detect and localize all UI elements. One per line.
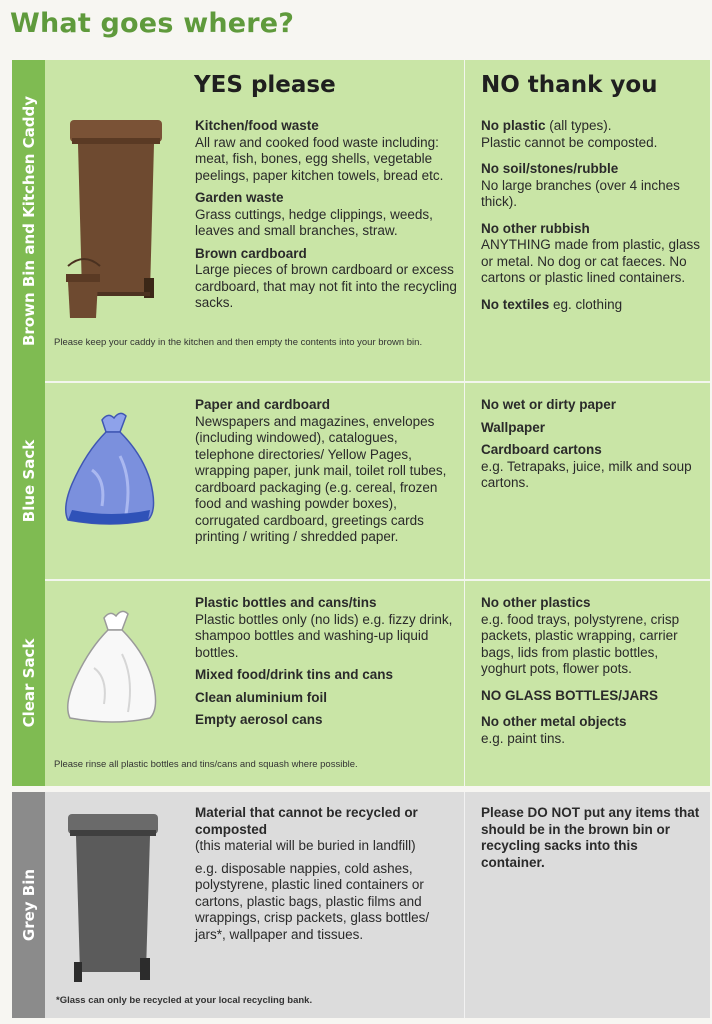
no-item-text: ANYTHING made from plastic, glass or metal. No dog or cat faeces. No cartons or plastic lined containers. bbox=[481, 237, 701, 285]
grey-bin-yes bbox=[195, 805, 460, 949]
section-label-blue-sack: Blue Sack bbox=[19, 439, 38, 523]
no-item-heading: No other rubbish bbox=[481, 220, 590, 236]
no-item-heading: No other plastics bbox=[481, 595, 591, 610]
yes-item-text: e.g. disposable nappies, cold ashes, polystyrene, plastic lined containers or cartons, plastic bags, plastic films and wrappings, crisp packets, glass bottles/ jars*, wallpaper and tissues. bbox=[195, 860, 430, 942]
no-item-text: Plastic cannot be composted. bbox=[481, 134, 658, 150]
clear-sack-no bbox=[481, 595, 703, 753]
side-strip-brown-bin bbox=[12, 60, 45, 382]
blue-sack-icon bbox=[62, 410, 162, 526]
no-item-heading: No soil/stones/rubble bbox=[481, 161, 619, 176]
side-strip-blue-sack bbox=[12, 382, 45, 580]
no-header: NO thank you bbox=[481, 72, 658, 98]
clear-sack-yes bbox=[195, 595, 457, 735]
grey-bin-icon bbox=[66, 812, 162, 984]
page-title: What goes where? bbox=[10, 8, 295, 39]
grey-bin-no bbox=[481, 805, 703, 877]
blue-sack-no bbox=[481, 397, 701, 498]
no-item-heading: Wallpaper bbox=[481, 419, 546, 435]
blue-sack-yes bbox=[195, 397, 457, 552]
brown-bin-no bbox=[481, 118, 701, 319]
yes-item-heading: Empty aerosol cans bbox=[195, 712, 323, 727]
no-item-heading: Cardboard cartons bbox=[481, 442, 602, 457]
yes-item-heading: Paper and cardboard bbox=[195, 397, 331, 412]
glass-note: *Glass can only be recycled at your local recycling bank. bbox=[56, 995, 313, 1006]
yes-item-heading: Material that cannot be recycled or composted bbox=[195, 805, 418, 837]
caddy-note: Please keep your caddy in the kitchen and then empty the contents into your brown bin. bbox=[54, 337, 423, 348]
no-item-heading: NO GLASS BOTTLES/JARS bbox=[481, 687, 659, 703]
yes-item-text: Plastic bottles only (no lids) e.g. fizzy drink, shampoo bottles and washing-up liquid bottles. bbox=[195, 611, 453, 660]
no-item-text: e.g. paint tins. bbox=[481, 730, 566, 746]
section-label-grey-bin: Grey Bin bbox=[19, 868, 38, 942]
section-label-clear-sack: Clear Sack bbox=[19, 638, 38, 728]
no-item-text: e.g. Tetrapaks, juice, milk and soup cartons. bbox=[481, 458, 692, 490]
yes-item-text: Grass cuttings, hedge clippings, weeds, leaves and small branches, straw. bbox=[195, 206, 433, 238]
no-item-heading: No plastic bbox=[481, 118, 546, 133]
row-divider bbox=[45, 381, 710, 383]
side-strip-grey-bin bbox=[12, 792, 45, 1018]
yes-item-heading: Kitchen/food waste bbox=[195, 118, 319, 133]
yes-item-text: (this material will be buried in landfill) bbox=[195, 838, 416, 853]
yes-item-text: All raw and cooked food waste including: meat, fish, bones, egg shells, vegetable peelings, paper kitchen towels, bread etc. bbox=[195, 134, 444, 183]
rinse-note: Please rinse all plastic bottles and tins/cans and squash where possible. bbox=[54, 759, 358, 770]
yes-item-heading: Garden waste bbox=[195, 190, 284, 205]
section-label-brown-bin: Brown Bin and Kitchen Caddy bbox=[19, 95, 38, 347]
brown-bin-yes bbox=[195, 118, 460, 318]
clear-sack-icon bbox=[64, 608, 164, 724]
side-strip-clear-sack bbox=[12, 580, 45, 786]
yes-item-heading: Mixed food/drink tins and cans bbox=[195, 667, 394, 682]
green-panel bbox=[12, 60, 710, 786]
no-item-heading: Please DO NOT put any items that should be in the brown bin or recycling sacks into this container. bbox=[481, 805, 700, 870]
no-item-suffix: eg. clothing bbox=[549, 296, 623, 312]
yes-item-text: Large pieces of brown cardboard or excess cardboard, that may not fit into the recycling sacks. bbox=[195, 262, 457, 310]
yes-item-text: Newspapers and magazines, envelopes (including windowed), catalogues, telephone directories/ Yellow Pages, wrapping paper, junk mail, toilet roll tubes, cardboard packaging (e.g. cereal, frozen food and washing powder boxes), corrugated cardboard, greetings cards printing / writing / shredded paper. bbox=[195, 413, 447, 544]
yes-item-heading: Clean aluminium foil bbox=[195, 689, 328, 705]
no-item-text: No large branches (over 4 inches thick). bbox=[481, 177, 680, 209]
no-item-suffix: (all types). bbox=[545, 118, 612, 133]
yes-item-heading: Brown cardboard bbox=[195, 245, 307, 261]
column-divider bbox=[464, 60, 465, 786]
row-divider bbox=[45, 579, 710, 581]
yes-item-heading: Plastic bottles and cans/tins bbox=[195, 595, 377, 610]
kitchen-caddy-icon bbox=[64, 256, 104, 320]
no-item-heading: No wet or dirty paper bbox=[481, 397, 617, 412]
yes-header: YES please bbox=[194, 72, 336, 98]
no-item-text: e.g. food trays, polystyrene, crisp packets, plastic wrapping, carrier bags, lids from plastic bottles, yoghurt pots, flower pots. bbox=[481, 611, 680, 676]
grey-panel bbox=[12, 792, 710, 1018]
no-item-heading: No textiles bbox=[481, 296, 550, 312]
column-divider bbox=[464, 792, 465, 1018]
no-item-heading: No other metal objects bbox=[481, 714, 627, 729]
